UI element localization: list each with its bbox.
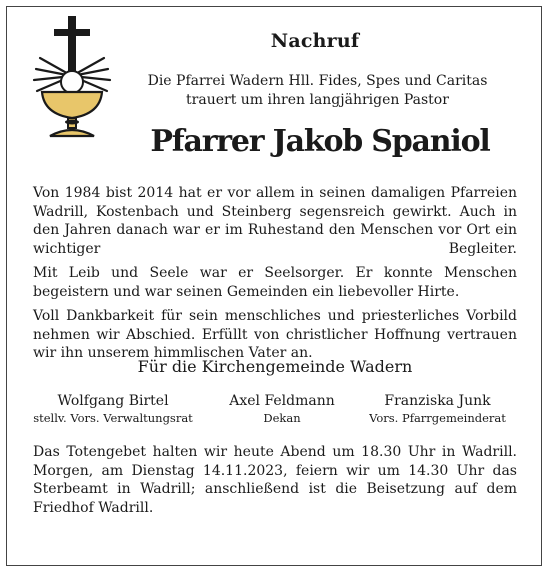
signatory-2 bbox=[222, 392, 342, 426]
signatory-name: Wolfgang Birtel bbox=[57, 393, 169, 409]
intro-text bbox=[120, 72, 515, 110]
paragraph-pastor: Mit Leib und Seele war er Seelsorger. Er konnte Menschen begeistern und war seinen Gemeinden ein liebevoller Hirte. bbox=[33, 265, 517, 300]
paragraph-farewell: Voll Dankbarkeit für sein menschliches und priesterliches Vorbild nehmen wir Abschied. Erfüllt von christlicher Hoffnung vertrauen wir ihn unserem himmlischen Vater an. bbox=[33, 308, 517, 361]
paragraph-career: Von 1984 bist 2014 hat er vor allem in seinen damaligen Pfarreien Wadrill, Kostenbach und Steinberg segensreich gewirkt. Auch in den Jahren danach war er im Ruhestand den Menschen vor Ort ein wichtiger Begleiter. bbox=[33, 185, 517, 257]
signatory-name: Axel Feldmann bbox=[229, 393, 335, 409]
signatory-role: Vors. Pfarrgemeinderat bbox=[369, 411, 506, 425]
funeral-details: Das Totengebet halten wir heute Abend um 18.30 Uhr in Wadrill. Morgen, am Dienstag 14.11.2023, feiern wir um 14.30 Uhr das Sterbeamt in Wadrill; anschließend ist die Beisetzung auf dem Friedhof Wadrill. bbox=[33, 444, 517, 516]
notice-heading: Nachruf bbox=[270, 30, 360, 52]
intro-line-2: trauert um ihren langjährigen Pastor bbox=[186, 92, 449, 108]
signatory-name: Franziska Junk bbox=[384, 393, 491, 409]
cross-chalice-icon bbox=[28, 14, 116, 142]
deceased-name: Pfarrer Jakob Spaniol bbox=[150, 124, 490, 159]
signatory-role: Dekan bbox=[263, 411, 301, 425]
signatory-role: stellv. Vors. Verwaltungsrat bbox=[33, 411, 193, 425]
intro-line-1: Die Pfarrei Wadern Hll. Fides, Spes und Caritas bbox=[147, 73, 488, 89]
signatory-1 bbox=[28, 392, 198, 426]
signatory-3 bbox=[350, 392, 525, 426]
parish-signature-heading: Für die Kirchengemeinde Wadern bbox=[137, 357, 413, 376]
